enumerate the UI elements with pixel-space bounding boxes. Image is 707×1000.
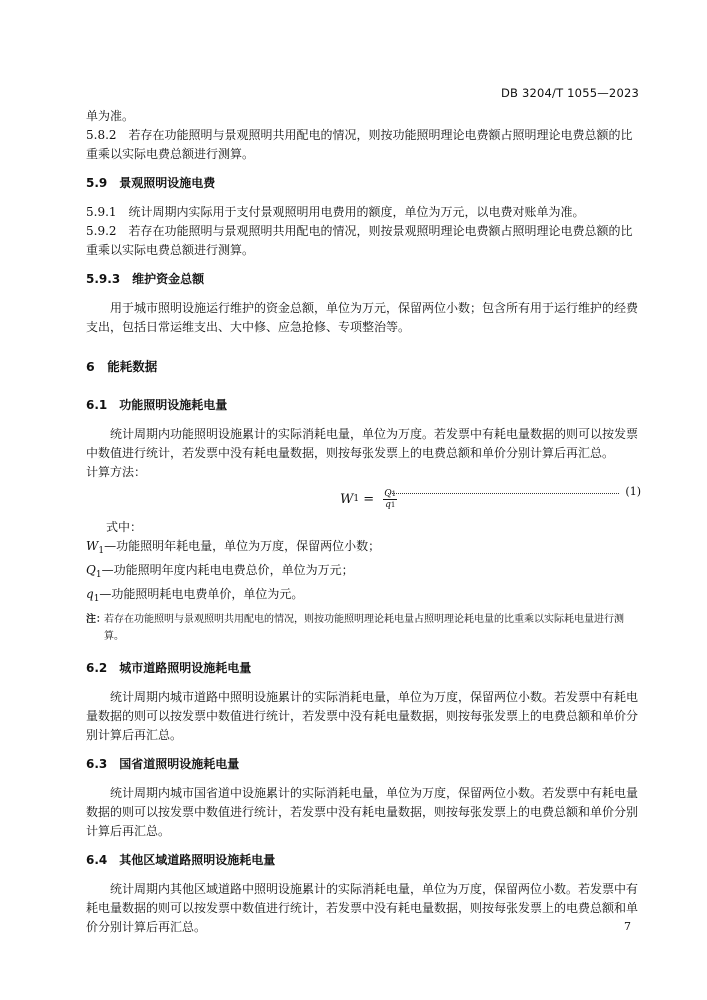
heading-6: 6 能耗数据 [86, 359, 158, 374]
formula-lhs-var: W [340, 491, 354, 507]
formula-denominator: q1 [385, 499, 396, 510]
heading-5-9-3: 5.9.3 维护资金总额 [86, 272, 205, 286]
heading-6-3: 6.3 国省道照明设施耗电量 [86, 757, 240, 771]
clause-5-9-2: 5.9.2 若存在功能照明与景观照明共用配电的情况，则按景观照明理论电费额占照明理论电费总额的比重乘以实际电费总额进行测算。 [86, 224, 633, 257]
dot-leader [388, 492, 619, 494]
paragraph-6-3: 统计周期内城市国省道中设施累计的实际消耗电量，单位为万度，保留两位小数。若发票中有耗电量数据的则可以按发票中数值进行统计，若发票中没有耗电量数据，则按每张发票上的电费总额和单价分别计算后再汇总。 [86, 786, 639, 838]
definition-w1: $W_1—$功能照明年耗电量，单位为万度，保留两位小数； [86, 539, 381, 556]
formula-equals: = [359, 491, 379, 507]
document-code: DB 3204/T 1055—2023 [500, 86, 639, 100]
note-text: 若存在功能照明与景观照明共用配电的情况，则按功能照明理论耗电量占照明理论耗电量的比重乘以实际耗电量进行测算。 [104, 614, 624, 642]
heading-6-1: 6.1 功能照明设施耗电量 [86, 398, 228, 412]
clause-5-8-2: 5.8.2 若存在功能照明与景观照明共用配电的情况，则按功能照明理论电费额占照明理论电费总额的比重乘以实际电费总额进行测算。 [86, 128, 633, 161]
clause-5-9-1: 5.9.1 统计周期内实际用于支付景观照明用电费用的额度，单位为万元，以电费对账单为准。 [86, 205, 585, 219]
formula-1 [86, 484, 641, 514]
definition-q1-total: $Q_1—$功能照明年度内耗电电费总价，单位为万元； [86, 563, 354, 580]
calc-method-label: 计算方法： [86, 465, 147, 479]
page-number: 7 [624, 920, 631, 933]
formula-expression [340, 484, 397, 514]
heading-5-9: 5.9 景观照明设施电费 [86, 176, 216, 190]
equation-number: (1) [625, 485, 641, 498]
where-label: 式中： [106, 520, 143, 534]
paragraph-6-4: 统计周期内其他区域道路中照明设施累计的实际消耗电量，单位为万度，保留两位小数。若发票中有耗电量数据的则可以按发票中数值进行统计，若发票中没有耗电量数据，则按每张发票上的电费总额和单价分别计算后再汇总。 [86, 882, 639, 934]
note-label: 注： [86, 614, 106, 625]
formula-numerator: Q1 [384, 488, 397, 499]
heading-6-4: 6.4 其他区域道路照明设施耗电量 [86, 853, 276, 867]
document-body [86, 107, 641, 937]
note [86, 611, 641, 645]
paragraph-6-1: 统计周期内功能照明设施累计的实际消耗电量，单位为万度。若发票中有耗电量数据的则可以按发票中数值进行统计，若发票中没有耗电量数据，则按每张发票上的电费总额和单价分别计算后再汇总。 [86, 427, 639, 460]
paragraph-6-2: 统计周期内城市道路中照明设施累计的实际消耗电量，单位为万度，保留两位小数。若发票中有耗电量数据的则可以按发票中数值进行统计，若发票中没有耗电量数据，则按每张发票上的电费总额和单价分别计算后再汇总。 [86, 690, 639, 742]
definition-q1-unit: $q_1—$功能照明耗电电费单价，单位为元。 [86, 587, 304, 604]
paragraph-continuation: 单为准。 [86, 109, 135, 123]
heading-6-2: 6.2 城市道路照明设施耗电量 [86, 661, 252, 675]
paragraph-5-9-3: 用于城市照明设施运行维护的资金总额，单位为万元，保留两位小数；包含所有用于运行维护的经费支出，包括日常运维支出、大中修、应急抢修、专项整治等。 [86, 301, 639, 334]
formula-lhs-sub: 1 [353, 494, 360, 504]
